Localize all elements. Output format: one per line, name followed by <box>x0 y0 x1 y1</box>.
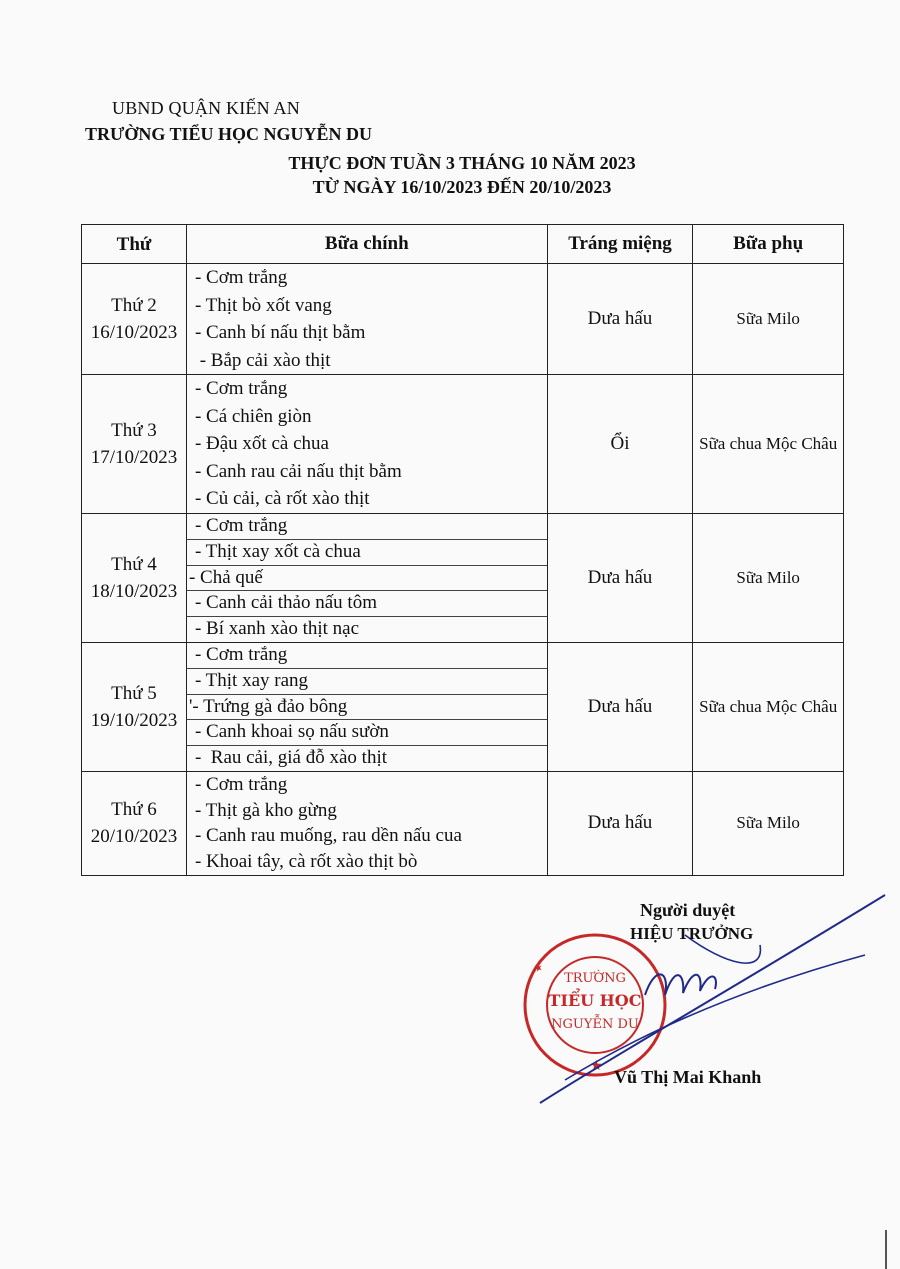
day-date: 17/10/2023 <box>90 447 178 468</box>
dessert-cell: Dưa hấu <box>547 514 693 643</box>
day-name: Thứ 3 <box>111 420 157 441</box>
table-row <box>82 375 844 514</box>
day-name: Thứ 5 <box>111 682 157 704</box>
dish-item: '- Trứng gà đảo bông <box>187 694 547 720</box>
district-header: UBND QUẬN KIẾN AN <box>112 98 300 118</box>
dish-item: - Canh rau muống, rau dền nấu cua <box>194 825 462 847</box>
snack-cell: Sữa Milo <box>693 771 844 875</box>
dish-item: - Canh rau cải nấu thịt bằm <box>194 460 402 482</box>
table-header-row <box>82 225 844 264</box>
snack-cell: Sữa chua Mộc Châu <box>693 642 844 771</box>
dish-item: - Canh bí nấu thịt bằm <box>194 322 366 343</box>
main-dishes-cell <box>186 514 547 643</box>
dish-item: - Thịt gà kho gừng <box>194 799 337 821</box>
day-date: 18/10/2023 <box>90 580 178 602</box>
dessert-cell: Ổi <box>547 375 693 514</box>
day-cell <box>82 514 187 643</box>
svg-text:NGUYỄN DU: NGUYỄN DU <box>551 1017 639 1032</box>
dessert-cell: Dưa hấu <box>547 642 693 771</box>
main-dishes-cell <box>186 264 547 375</box>
day-cell <box>82 642 187 771</box>
col-header-day: Thứ <box>82 225 187 264</box>
table-row <box>82 771 844 875</box>
day-name: Thứ 6 <box>111 799 157 821</box>
approver-role: HIỆU TRƯỞNG <box>630 924 754 943</box>
dish-item: - Canh cải thảo nấu tôm <box>187 590 547 616</box>
school-header: TRƯỜNG TIỂU HỌC NGUYỄN DU <box>85 124 373 144</box>
day-date: 16/10/2023 <box>90 322 178 343</box>
dish-item: - Cơm trắng <box>194 515 288 536</box>
day-date: 19/10/2023 <box>90 709 178 731</box>
day-name: Thứ 4 <box>111 553 157 575</box>
dessert-cell: Dưa hấu <box>547 771 693 875</box>
dish-item: - Cơm trắng <box>194 643 288 665</box>
dish-item: - Thịt xay rang <box>187 668 547 694</box>
page-edge-mark <box>885 1230 887 1269</box>
dish-item: - Thịt bò xốt vang <box>194 294 332 316</box>
dish-item: - Rau cải, giá đỗ xào thịt <box>187 745 547 771</box>
main-dishes-cell <box>186 375 547 514</box>
dish-item: - Canh khoai sọ nấu sườn <box>187 719 547 745</box>
col-header-dessert: Tráng miệng <box>547 225 693 264</box>
dish-item: - Chả quế <box>187 565 547 591</box>
dish-item: - Cơm trắng <box>194 267 288 288</box>
snack-cell: Sữa Milo <box>693 264 844 375</box>
svg-text:TIỂU HỌC: TIỂU HỌC <box>548 991 642 1010</box>
day-cell <box>82 375 187 514</box>
table-row <box>82 264 844 375</box>
dish-item: - Khoai tây, cà rốt xào thịt bò <box>194 850 418 872</box>
menu-table <box>81 224 844 876</box>
dish-item: - Bí xanh xào thịt nạc <box>187 616 547 642</box>
day-cell <box>82 771 187 875</box>
dish-item: - Cơm trắng <box>194 378 288 399</box>
table-row <box>82 642 844 771</box>
menu-title: THỰC ĐƠN TUẦN 3 THÁNG 10 NĂM 2023 <box>288 153 636 173</box>
svg-text:TRƯỜNG: TRƯỜNG <box>564 971 626 986</box>
signer-name: Vũ Thị Mai Khanh <box>614 1067 762 1087</box>
date-range: TỪ NGÀY 16/10/2023 ĐẾN 20/10/2023 <box>312 177 612 197</box>
svg-text:★: ★ <box>590 1059 603 1074</box>
table-row <box>82 514 844 643</box>
day-date: 20/10/2023 <box>90 826 178 848</box>
main-dishes-cell <box>186 642 547 771</box>
col-header-main: Bữa chính <box>186 225 547 264</box>
dish-item: - Thịt xay xốt cà chua <box>187 539 547 565</box>
dish-item: - Củ cải, cà rốt xào thịt <box>194 488 370 509</box>
col-header-snack: Bữa phụ <box>693 225 844 264</box>
dessert-cell: Dưa hấu <box>547 264 693 375</box>
svg-text:★: ★ <box>532 961 545 976</box>
dish-item: - Cá chiên giòn <box>194 405 312 427</box>
day-cell <box>82 264 187 375</box>
approver-label: Người duyệt <box>640 900 736 920</box>
dish-item: - Bắp cải xào thịt <box>194 349 331 371</box>
main-dishes-cell <box>186 771 547 875</box>
snack-cell: Sữa Milo <box>693 514 844 643</box>
dish-item: - Cơm trắng <box>194 773 288 795</box>
day-name: Thứ 2 <box>111 295 157 316</box>
snack-cell: Sữa chua Mộc Châu <box>693 375 844 514</box>
dish-item: - Đậu xốt cà chua <box>194 433 329 454</box>
